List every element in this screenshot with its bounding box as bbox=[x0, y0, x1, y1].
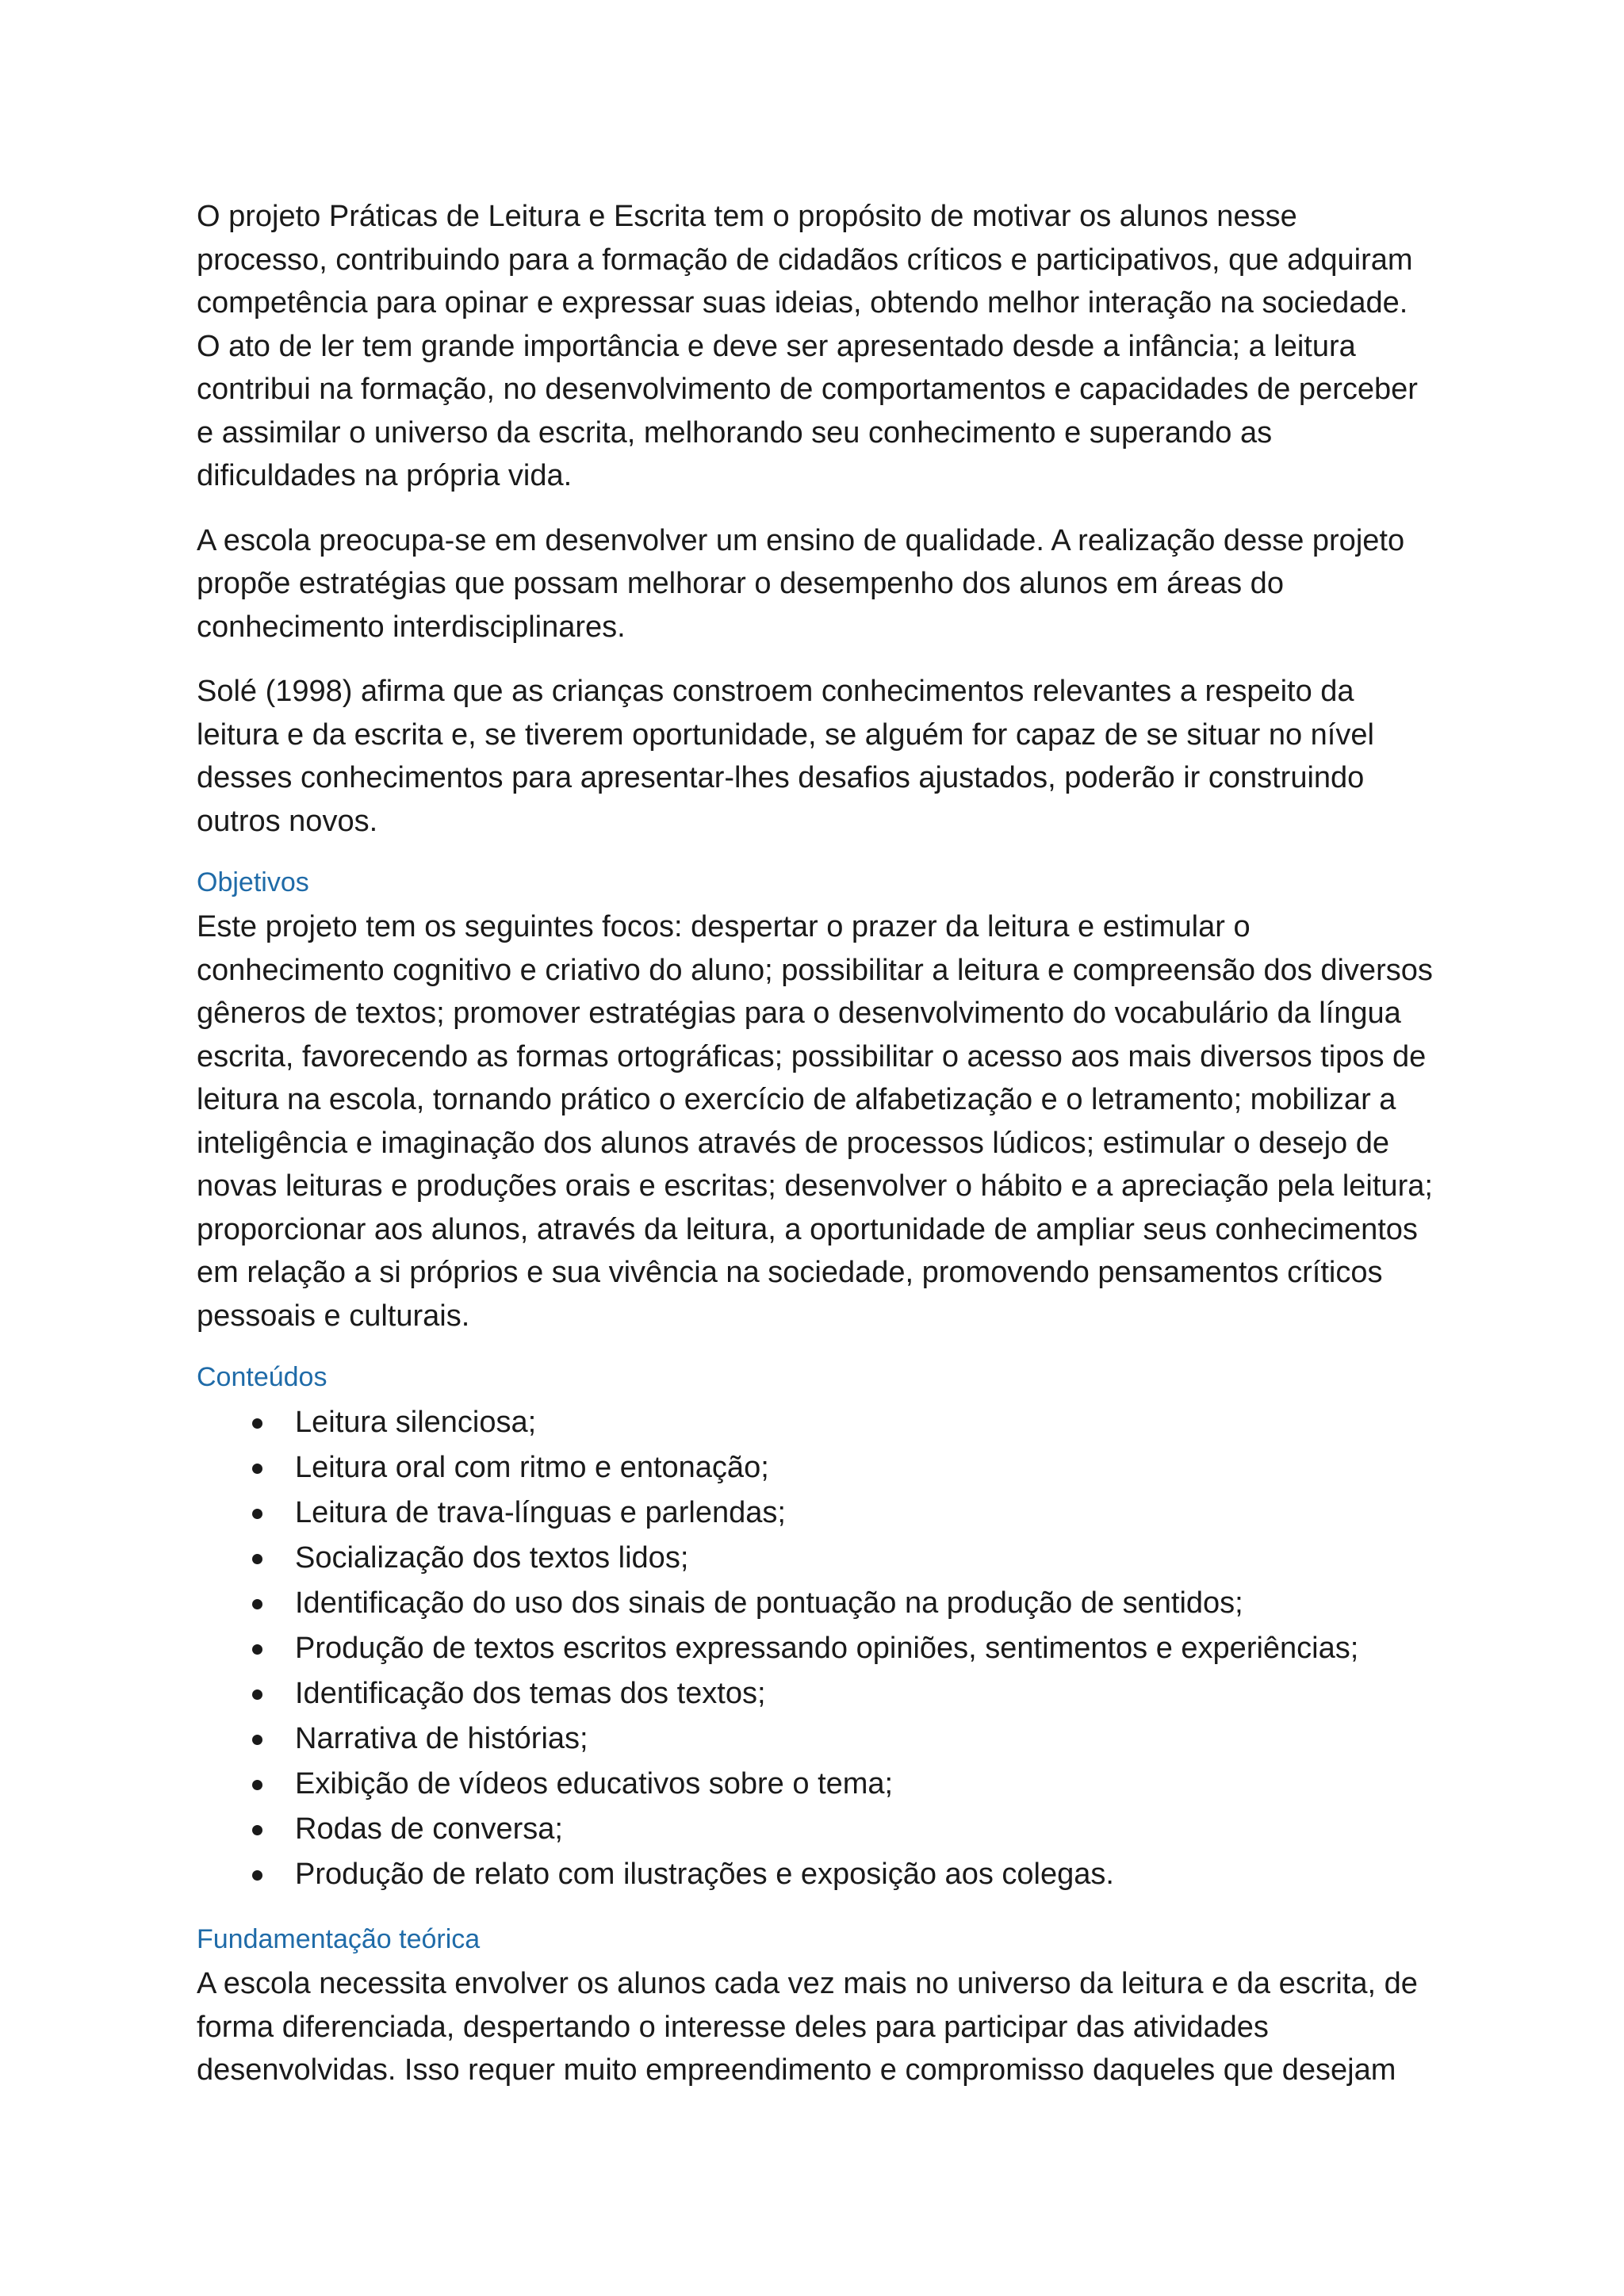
list-item bbox=[197, 1445, 1434, 1490]
list-item bbox=[197, 1400, 1434, 1445]
list-item-text: Leitura silenciosa; bbox=[295, 1406, 537, 1439]
conteudos-heading: Conteúdos bbox=[197, 1362, 327, 1392]
list-item bbox=[197, 1716, 1434, 1762]
school-paragraph: A escola preocupa-se em desenvolver um ensino de qualidade. A realização desse projeto propõe estratégias que possam melhorar o desempenho dos alunos em áreas do conhecimento interdisciplinares. bbox=[197, 523, 1405, 644]
list-item-text: Identificação dos temas dos textos; bbox=[295, 1677, 766, 1710]
list-item-text: Produção de relato com ilustrações e exposição aos colegas. bbox=[295, 1858, 1114, 1891]
fundamentacao-heading: Fundamentação teórica bbox=[197, 1924, 481, 1954]
list-item-text: Exibição de vídeos educativos sobre o tema; bbox=[295, 1767, 894, 1800]
list-item-text: Rodas de conversa; bbox=[295, 1812, 563, 1846]
list-item bbox=[197, 1762, 1434, 1807]
list-item-text: Leitura de trava-línguas e parlendas; bbox=[295, 1496, 786, 1529]
list-item-text: Socialização dos textos lidos; bbox=[295, 1541, 689, 1575]
list-item-text: Leitura oral com ritmo e entonação; bbox=[295, 1451, 769, 1484]
objetivos-paragraph: Este projeto tem os seguintes focos: despertar o prazer da leitura e estimular o conhecimento cognitivo e criativo do aluno; possibilitar a leitura e compreensão dos diversos gêneros de textos; promover estratégias para o desenvolvimento do vocabulário da língua escrita, favorecendo as formas ortográficas; possibilitar o acesso aos mais diversos tipos de leitura na escola, tornando prático o exercício de alfabetização e o letramento; mobilizar a inteligência e imaginação dos alunos através de processos lúdicos; estimular o desejo de novas leituras e produções orais e escritas; desenvolver o hábito e a apreciação pela leitura; proporcionar aos alunos, através da leitura, a oportunidade de ampliar seus conhecimentos em relação a si próprios e sua vivência na sociedade, promovendo pensamentos críticos pessoais e culturais. bbox=[197, 910, 1433, 1333]
list-item-text: Narrativa de histórias; bbox=[295, 1722, 588, 1755]
sole-paragraph: Solé (1998) afirma que as crianças constroem conhecimentos relevantes a respeito da leitura e da escrita e, se tiverem oportunidade, se alguém for capaz de se situar no nível desses conhecimentos para apresentar-lhes desafios ajustados, poderão ir construindo outros novos. bbox=[197, 675, 1374, 838]
list-item bbox=[197, 1581, 1434, 1626]
list-item-text: Identificação do uso dos sinais de pontuação na produção de sentidos; bbox=[295, 1586, 1243, 1620]
list-item-text: Produção de textos escritos expressando opiniões, sentimentos e experiências; bbox=[295, 1632, 1359, 1665]
intro-paragraph: O projeto Práticas de Leitura e Escrita tem o propósito de motivar os alunos nesse processo, contribuindo para a formação de cidadãos críticos e participativos, que adquiram competência para opinar e expressar suas ideias, obtendo melhor interação na sociedade. O ato de ler tem grande importância e deve ser apresentado desde a infância; a leitura contribui na formação, no desenvolvimento de comportamentos e capacidades de perceber e assimilar o universo da escrita, melhorando seu conhecimento e superando as dificuldades na própria vida. bbox=[197, 200, 1418, 492]
document-page bbox=[197, 195, 1434, 2114]
fundamentacao-paragraph: A escola necessita envolver os alunos cada vez mais no universo da leitura e da escrita, de forma diferenciada, despertando o interesse deles para participar das atividades desenvolvidas. Isso requer muito empreendimento e compromisso daqueles que desejam bbox=[197, 1967, 1418, 2087]
objetivos-heading: Objetivos bbox=[197, 867, 309, 897]
list-item bbox=[197, 1536, 1434, 1581]
list-item bbox=[197, 1490, 1434, 1536]
list-item bbox=[197, 1852, 1434, 1897]
list-item bbox=[197, 1626, 1434, 1671]
conteudos-list bbox=[197, 1400, 1434, 1897]
list-item bbox=[197, 1807, 1434, 1852]
list-item bbox=[197, 1671, 1434, 1716]
